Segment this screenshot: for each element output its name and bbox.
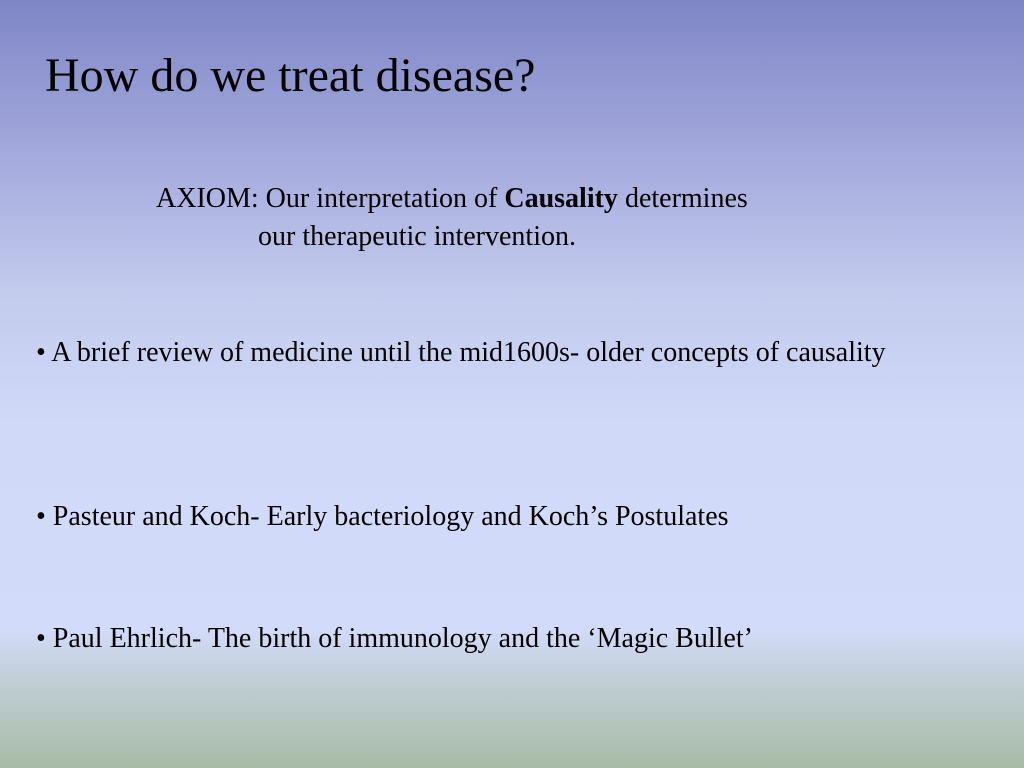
slide-title: How do we treat disease? — [45, 49, 536, 102]
axiom-line-2: our therapeutic intervention. — [258, 221, 576, 252]
axiom-suffix: determines — [617, 183, 748, 214]
axiom-prefix: AXIOM: Our interpretation of — [156, 183, 505, 214]
axiom-bold-term: Causality — [504, 183, 618, 214]
bullet-item: • A brief review of medicine until the mid1600s- older concepts of causality — [36, 337, 886, 368]
bullet-item: • Pasteur and Koch- Early bacteriology and Koch’s Postulates — [36, 501, 729, 532]
bullet-item: • Paul Ehrlich- The birth of immunology and the ‘Magic Bullet’ — [36, 623, 753, 654]
axiom-statement — [156, 180, 916, 256]
